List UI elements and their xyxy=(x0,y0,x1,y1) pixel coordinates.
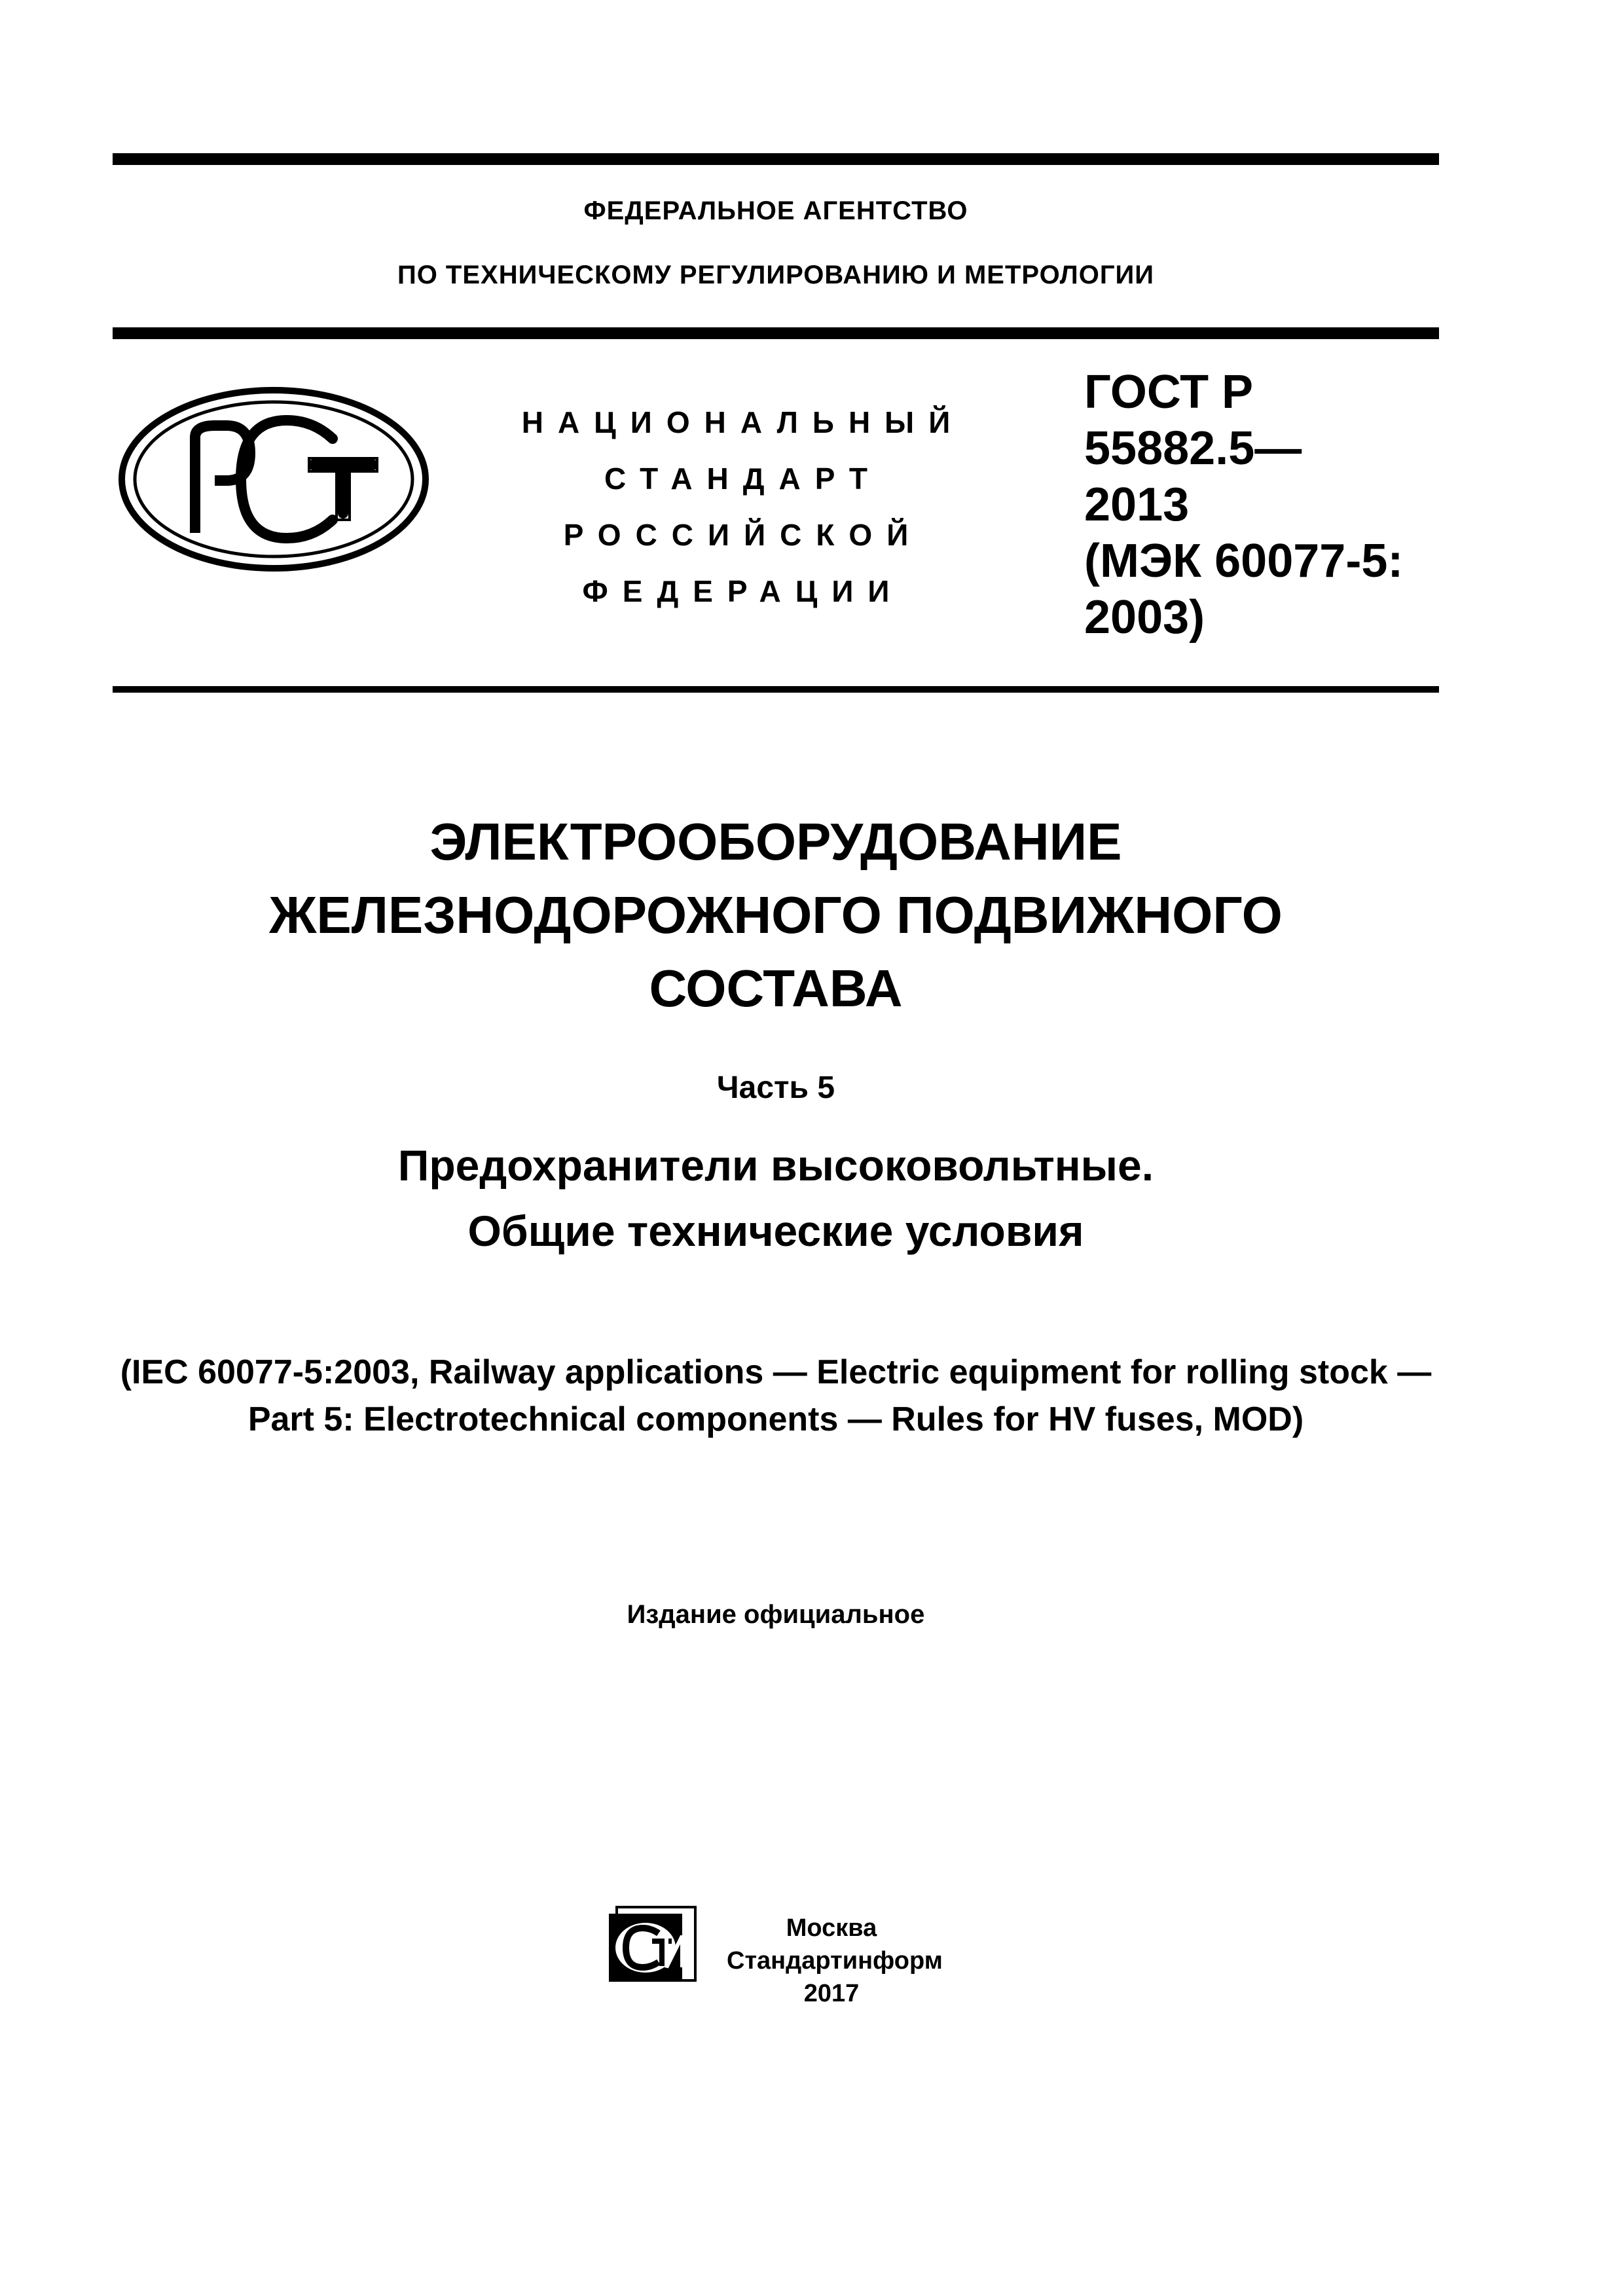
designation-line4: (МЭК 60077-5: xyxy=(1084,535,1404,587)
publisher-city: Москва xyxy=(786,1914,877,1942)
designation-line5: 2003) xyxy=(1084,591,1205,644)
subtitle-line2: Общие технические условия xyxy=(467,1207,1084,1255)
standartinform-logo-icon xyxy=(604,1902,702,1987)
part-number: Часть 5 xyxy=(716,1070,835,1105)
header-divider xyxy=(113,327,1439,339)
publisher-block xyxy=(727,1912,943,2010)
title-line3: СОСТАВА xyxy=(649,959,903,1017)
standard-type-line3: РОССИЙСКОЙ xyxy=(563,518,923,552)
publisher-year: 2017 xyxy=(803,1980,860,2007)
rst-mark-icon xyxy=(117,385,431,574)
standard-type-line2: СТАНДАРТ xyxy=(604,462,882,496)
title-line1: ЭЛЕКТРООБОРУДОВАНИЕ xyxy=(429,812,1122,871)
iec-line2: Part 5: Electrotechnical components — Rules for HV fuses, MOD) xyxy=(247,1400,1304,1438)
agency-name-line1: ФЕДЕРАЛЬНОЕ АГЕНТСТВО xyxy=(583,196,968,225)
standard-type-line1: НАЦИОНАЛЬНЫЙ xyxy=(521,405,965,439)
designation-line1: ГОСТ Р xyxy=(1084,366,1254,418)
standard-type-line4: ФЕДЕРАЦИИ xyxy=(582,574,904,608)
edition-label: Издание официальное xyxy=(627,1600,925,1629)
agency-name-line2: ПО ТЕХНИЧЕСКОМУ РЕГУЛИРОВАНИЮ И МЕТРОЛОГИИ xyxy=(397,261,1155,289)
title-line2: ЖЕЛЕЗНОДОРОЖНОГО ПОДВИЖНОГО xyxy=(269,886,1283,944)
top-divider xyxy=(113,153,1439,165)
iec-line1: (IEC 60077-5:2003, Railway applications — Electric equipment for rolling stock — xyxy=(120,1353,1432,1391)
document-subtitle xyxy=(113,1133,1439,1264)
standard-designation xyxy=(1084,364,1438,646)
title-divider xyxy=(113,686,1439,693)
subtitle-line1: Предохранители высоковольтные. xyxy=(397,1141,1154,1190)
document-title xyxy=(113,805,1439,1025)
publisher-name: Стандартинформ xyxy=(727,1947,943,1975)
designation-line2: 55882.5— xyxy=(1084,422,1302,475)
iec-reference xyxy=(113,1349,1439,1443)
designation-line3: 2013 xyxy=(1084,479,1190,531)
